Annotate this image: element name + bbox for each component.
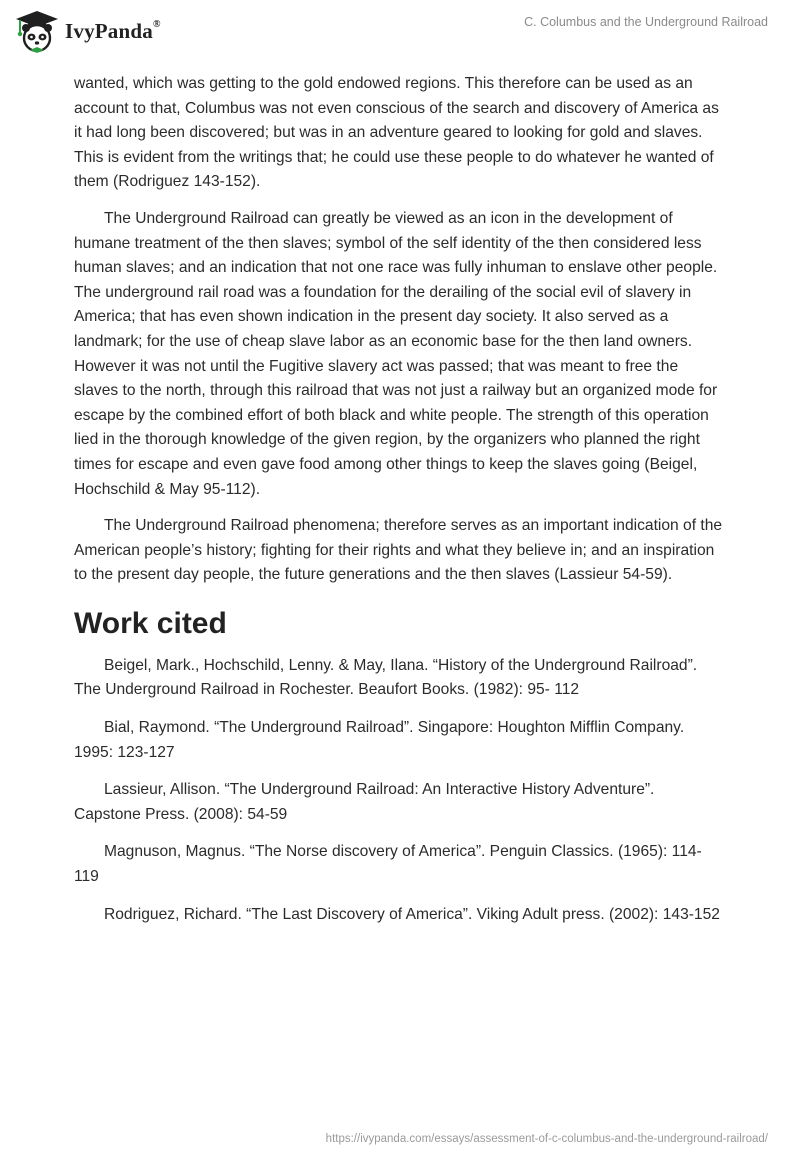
citation-entry: Beigel, Mark., Hochschild, Lenny. & May, Ilana. “History of the Underground Railroad”. The Underground Railroad in Rochester. Beaufort Books. (1982): 95- 112 xyxy=(74,656,698,699)
body-paragraph: The Underground Railroad can greatly be viewed as an icon in the development of humane treatment of the then slaves; symbol of the self identity of the then considered less human slaves; and an indication that not one race was fully inhuman to enslave other people. The underground rail road was a foundation for the derailing of the social evil of slavery in America; that has even shown indication in the present day society. It also served as a landmark; for the use of cheap slave labor as an economic base for the then land owners. However it was not until the Fugitive slavery act was passed; that was meant to free the slaves to the north, through this railroad that was not just a railway but an organized mode for escape by the combined effort of both black and white people. The strength of this operation lied in the thorough knowledge of the given region, by the organizers who planned the right times for escape and even gave food among other things to keep the slaves going (Beigel, Hochschild & May 95-112). xyxy=(74,209,718,498)
logo-wordmark: IvyPanda® xyxy=(65,18,161,43)
citation-entry: Rodriguez, Richard. “The Last Discovery of America”. Viking Adult press. (2002): 143-152 xyxy=(104,905,720,923)
citation-entry: Magnuson, Magnus. “The Norse discovery of America”. Penguin Classics. (1965): 114-119 xyxy=(74,843,702,886)
body-paragraph: The Underground Railroad phenomena; therefore serves as an important indication of the American people’s history; fighting for their rights and what they believe in; and an inspiration to the present day people, the future generations and the then slaves (Lassieur 54-59). xyxy=(74,517,723,584)
page-header xyxy=(0,0,800,60)
running-title: C. Columbus and the Underground Railroad xyxy=(524,15,768,29)
essay-content xyxy=(74,72,724,940)
panda-graduate-icon xyxy=(14,9,60,53)
works-cited-heading: Work cited xyxy=(74,606,227,640)
ivypanda-logo[interactable] xyxy=(14,9,161,53)
citation-entry: Bial, Raymond. “The Underground Railroad”. Singapore: Houghton Mifflin Company. 1995: 123-127 xyxy=(74,719,685,761)
citation-entry: Lassieur, Allison. “The Underground Railroad: An Interactive History Adventure”. Capstone Press. (2008): 54-59 xyxy=(74,781,655,823)
body-paragraph: wanted, which was getting to the gold endowed regions. This therefore can be used as an account to that, Columbus was not even conscious of the search and discovery of America as it had long been discovered; but was in an adventure geared to looking for gold and slaves. This is evident from the writings that; he could use these people to do whatever he wanted of them (Rodriguez 143-152). xyxy=(74,75,719,191)
source-url-link[interactable]: https://ivypanda.com/essays/assessment-of-c-columbus-and-the-underground-railroad/ xyxy=(325,1133,768,1145)
